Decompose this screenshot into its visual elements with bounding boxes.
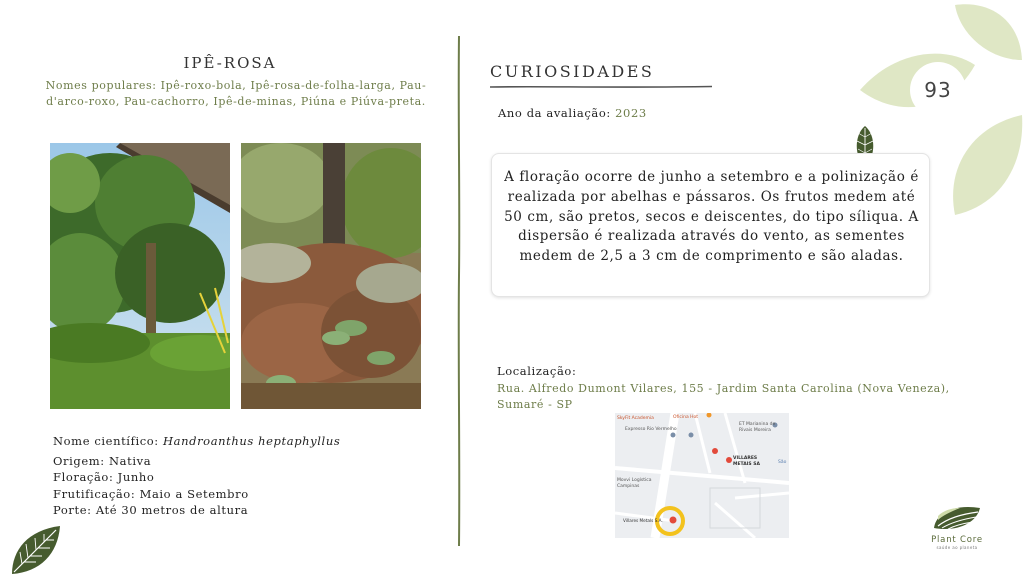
map-label-oficina: Oficina Hot bbox=[673, 415, 699, 420]
leaf-icon bbox=[8, 520, 64, 576]
scientific-name: Handroanthus heptaphyllus bbox=[163, 434, 341, 448]
year-value: 2023 bbox=[615, 106, 647, 120]
plant-core-logo bbox=[922, 502, 992, 554]
decorative-leaves bbox=[860, 0, 1024, 230]
size: Porte: Até 30 metros de altura bbox=[53, 503, 249, 517]
scientific-label: Nome científico: bbox=[53, 434, 164, 448]
location-label: Localização: bbox=[497, 364, 577, 378]
plant-facts bbox=[53, 433, 443, 519]
page-number: 93 bbox=[924, 78, 952, 102]
column-divider bbox=[456, 36, 462, 546]
scientific-name-row bbox=[53, 433, 443, 450]
location-address: Rua. Alfredo Dumont Vilares, 155 - Jardim Santa Carolina (Nova Veneza), Sumaré - SP bbox=[497, 382, 950, 411]
map-label-villares: VILLARES bbox=[733, 456, 758, 461]
map-label-et2: Rivais Moreira bbox=[739, 428, 771, 433]
tree-photo bbox=[50, 143, 230, 409]
logo-tagline: saúde ao planeta bbox=[936, 545, 978, 550]
plant-title: IPÊ-ROSA bbox=[183, 54, 277, 72]
fruiting: Frutificação: Maio a Setembro bbox=[53, 486, 249, 501]
map-label-expresso: Expresso Rio Vermelho bbox=[625, 427, 677, 432]
location-map[interactable] bbox=[615, 413, 789, 538]
origin: Origem: Nativa bbox=[53, 453, 152, 468]
curiosities-text: A floração ocorre de junho a setembro e a polinização é realizada por abelhas e pássaros. Os frutos medem até 50 cm, são pretos, secos e deiscentes, do tipo síliqua. A dispersão é realizada através do vento, as sementes medem de 2,5 a 3 cm de comprimento e são aladas. bbox=[504, 169, 919, 265]
map-label-movvi: Movvi Logística bbox=[617, 478, 652, 483]
flowering: Floração: Junho bbox=[53, 470, 155, 484]
map-label-villares-pin: Villares Metals S.A. bbox=[623, 518, 663, 523]
evaluation-year bbox=[498, 106, 647, 120]
map-label-et: ET Marianina de bbox=[739, 422, 776, 427]
map-label-campinas: Campinas bbox=[617, 484, 640, 489]
seedling-photo bbox=[241, 143, 421, 409]
curiosities-title: CURIOSIDADES bbox=[490, 62, 655, 81]
year-label: Ano da avaliação: bbox=[498, 106, 616, 120]
title-underline bbox=[490, 84, 712, 90]
logo-name: Plant Core bbox=[931, 535, 983, 545]
map-label-sao: São bbox=[778, 460, 787, 465]
map-label-academia: SkyFit Academia bbox=[617, 416, 654, 421]
popular-names: Nomes populares: Ipê-roxo-bola, Ipê-rosa-de-folha-larga, Pau-d'arco-roxo, Pau-cachorro, Ipê-de-minas, Piúna e Piúva-preta. bbox=[45, 79, 427, 108]
logo-leaf-icon bbox=[930, 502, 984, 534]
map-label-metais: METAIS SA bbox=[733, 462, 760, 467]
